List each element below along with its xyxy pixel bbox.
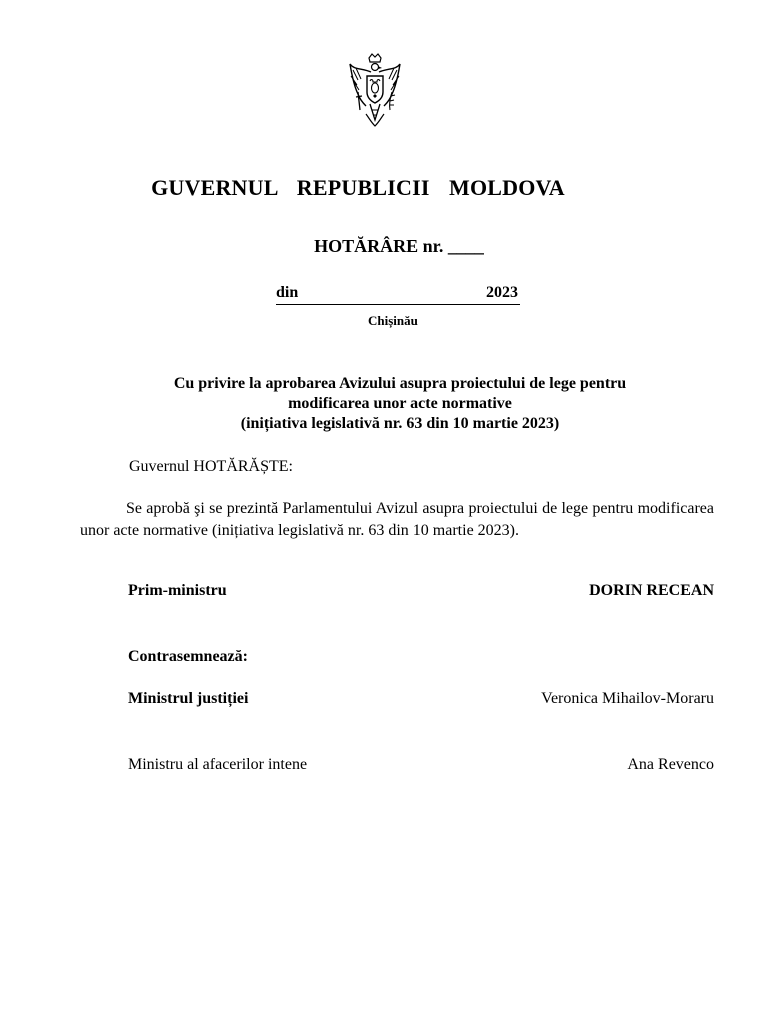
coat-of-arms-icon [344, 52, 406, 130]
justice-minister-signature-row [128, 690, 714, 712]
decision-number: HOTĂRÂRE nr. ____ [314, 236, 484, 256]
interior-minister-signature-row [128, 756, 714, 778]
prime-minister-title: Prim-ministru [128, 582, 227, 599]
subject-line-1: Cu privire la aprobarea Avizului asupra proiectului de lege pentru [173, 375, 627, 392]
decrees-heading: Guvernul HOTĂRĂȘTE: [129, 458, 293, 475]
justice-minister-title: Ministrul justiției [128, 690, 249, 707]
subject-line-2: modificarea unor acte normative [288, 395, 512, 412]
date-prefix: din [276, 284, 299, 301]
decision-date-line [276, 284, 520, 305]
justice-minister-name: Veronica Mihailov-Moraru [541, 690, 714, 707]
interior-minister-name: Ana Revenco [627, 756, 714, 773]
decision-year: 2023 [486, 284, 518, 301]
countersign-label [128, 648, 714, 670]
countersign-text: Contrasemnează: [128, 648, 248, 665]
city-label: Chișinău [368, 313, 418, 328]
prime-minister-signature-row [128, 582, 714, 604]
government-title: GUVERNUL REPUBLICII MOLDOVA [151, 175, 565, 200]
decision-paragraph: Se aprobă şi se prezintă Parlamentului Avizul asupra proiectului de lege pentru modificarea unor acte normative (inițiativa legislativă nr. 63 din 10 martie 2023). [80, 500, 714, 539]
interior-minister-title: Ministru al afacerilor intene [128, 756, 308, 773]
decision-subject [80, 374, 720, 434]
prime-minister-name: DORIN RECEAN [589, 582, 714, 599]
subject-line-3: (inițiativa legislativă nr. 63 din 10 martie 2023) [240, 415, 560, 432]
